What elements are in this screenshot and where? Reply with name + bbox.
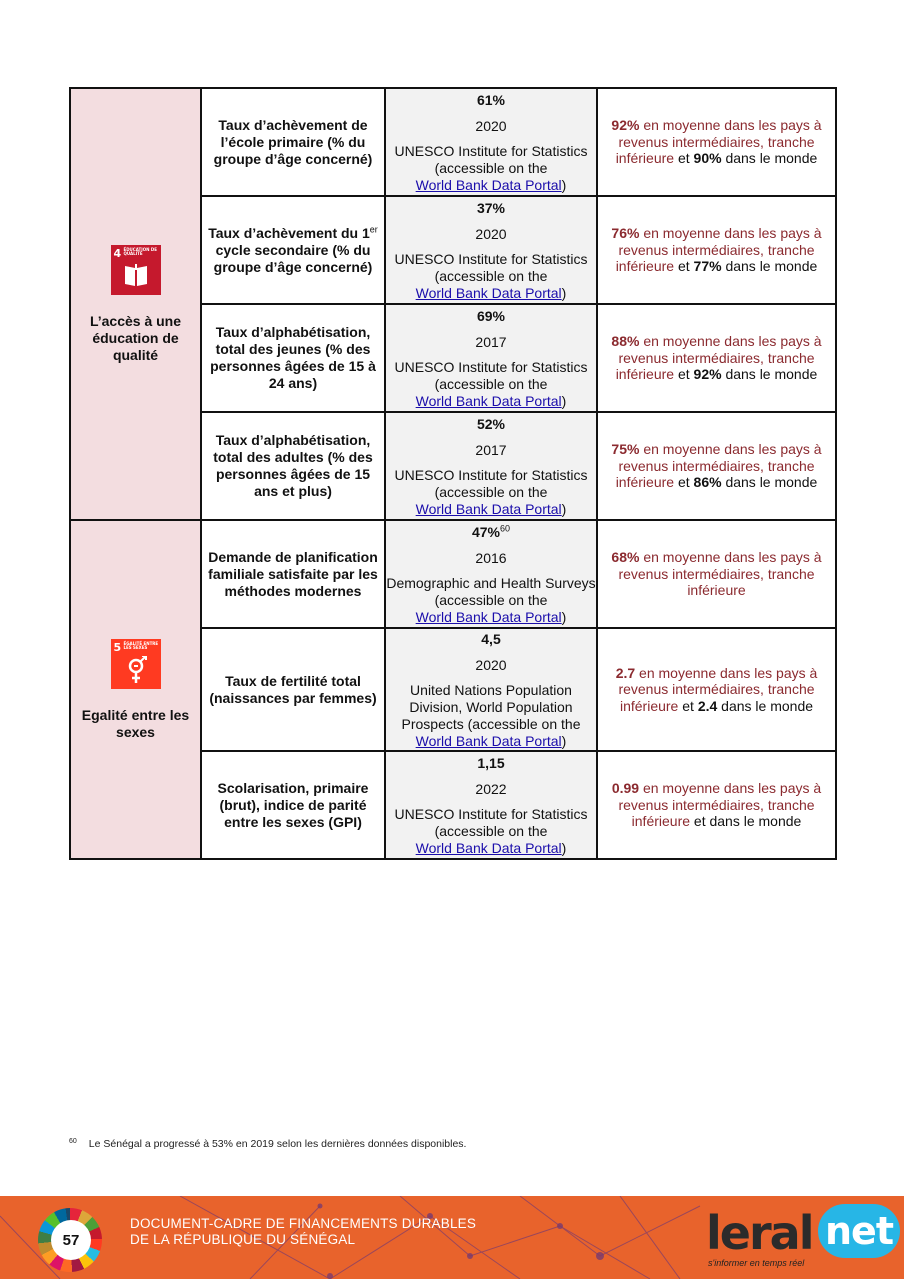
comparison-figure: 75%	[611, 441, 640, 458]
indicator-text: Taux d’alphabétisation, total des adultes (% des personnes âgées de 15 ans et plus)	[213, 432, 373, 499]
indicator-cell	[201, 196, 385, 304]
sdg-icon-label: ÉDUCATION DE QUALITÉ	[123, 246, 157, 256]
table-row	[70, 88, 836, 196]
comparison-text: en moyenne dans les pays à revenus intermédiaires, tranche inférieure	[618, 780, 822, 830]
indicator-text: Taux d’alphabétisation, total des jeunes (% des personnes âgées de 15 à 24 ans)	[210, 324, 376, 391]
page-footer	[0, 1196, 904, 1279]
sdg-4-quality-education-icon	[111, 245, 161, 295]
world-bank-data-portal-link[interactable]: World Bank Data Portal	[415, 733, 562, 749]
comparison-figure: 2.7	[615, 664, 636, 681]
indicator-value	[386, 308, 596, 325]
sdg-goal-cell	[70, 520, 201, 859]
value-source	[386, 143, 596, 194]
footer-title-line2: DE LA RÉPUBLIQUE DU SÉNÉGAL	[130, 1232, 356, 1247]
comparison-text: dans le monde	[721, 258, 818, 275]
value-cell	[385, 88, 597, 196]
world-bank-data-portal-link[interactable]: World Bank Data Portal	[415, 177, 562, 193]
comparison-figure: 76%	[611, 225, 640, 242]
comparison-cell	[597, 304, 836, 412]
comparison-figure: 92%	[611, 117, 640, 134]
value-number: 47%	[471, 524, 500, 540]
value-cell	[385, 196, 597, 304]
comparison-text: en moyenne dans les pays à revenus intermédiaires, tranche inférieure	[615, 225, 822, 275]
comparison-cell	[597, 520, 836, 628]
comparison-text: dans le monde	[721, 366, 818, 383]
comparison-text: et dans le monde	[690, 813, 802, 830]
source-close-paren: )	[561, 285, 567, 301]
sdg-5-gender-equality-icon	[111, 639, 161, 689]
sdg-icon-number: 5	[113, 640, 122, 654]
footnote-ref: 60	[500, 523, 511, 534]
source-close-paren: )	[561, 733, 567, 749]
comparison-text: en moyenne dans les pays à revenus intermédiaires, tranche inférieure	[618, 664, 818, 714]
comparison-text: et	[674, 150, 694, 167]
comparison-text: en moyenne dans les pays à revenus intermédiaires, tranche inférieure	[615, 333, 822, 383]
indicator-text-part: er	[369, 223, 378, 234]
comparison-cell	[597, 412, 836, 520]
value-year: 2017	[475, 334, 507, 350]
indicator-text: Scolarisation, primaire (brut), indice de parité entre les sexes (GPI)	[217, 779, 369, 830]
value-number: 61%	[476, 92, 506, 108]
value-number: 37%	[476, 200, 506, 216]
source-text: UNESCO Institute for Statistics (accessible on the	[394, 251, 588, 284]
comparison-text: en moyenne dans les pays à revenus intermédiaires, tranche inférieure	[615, 117, 822, 167]
value-cell	[385, 520, 597, 628]
comparison-text: et	[674, 474, 694, 491]
comparison-figure: 92%	[693, 366, 722, 383]
sdg-goal-title: Egalité entre les sexes	[81, 706, 190, 740]
source-close-paren: )	[561, 393, 567, 409]
value-source	[386, 575, 596, 626]
comparison-figure: 2.4	[697, 697, 718, 714]
value-source	[386, 806, 596, 857]
comparison-figure: 86%	[693, 474, 722, 491]
value-year: 2020	[475, 118, 507, 134]
indicator-cell	[201, 88, 385, 196]
logo-net-bubble: net	[818, 1204, 900, 1258]
world-bank-data-portal-link[interactable]: World Bank Data Portal	[415, 393, 562, 409]
indicator-cell	[201, 304, 385, 412]
comparison-text: en moyenne dans les pays à revenus intermédiaires, tranche inférieure	[615, 441, 822, 491]
logo-tagline: s'informer en temps réel	[708, 1258, 805, 1268]
value-year: 2016	[475, 550, 507, 566]
indicator-cell	[201, 751, 385, 859]
comparison-figure: 77%	[693, 258, 722, 275]
indicator-value	[386, 416, 596, 433]
comparison-text: et	[674, 258, 694, 275]
value-number: 4,5	[481, 631, 501, 647]
value-source	[386, 251, 596, 302]
indicator-text-part: Taux d’achèvement du 1	[208, 224, 370, 241]
value-cell	[385, 628, 597, 751]
source-close-paren: )	[561, 609, 567, 625]
footnote-number: 60	[69, 1137, 77, 1145]
source-text: UNESCO Institute for Statistics (accessible on the	[394, 359, 588, 392]
comparison-text: et	[674, 366, 694, 383]
value-year: 2017	[475, 442, 507, 458]
source-text: United Nations Population Division, World Population Prospects (accessible on the	[401, 682, 581, 732]
indicators-table	[69, 87, 837, 860]
sdg-goal-title: L’accès à une éducation de qualité	[89, 312, 182, 363]
table-row	[70, 520, 836, 628]
comparison-text: et	[678, 697, 698, 714]
indicator-cell	[201, 412, 385, 520]
value-year: 2020	[475, 657, 507, 673]
world-bank-data-portal-link[interactable]: World Bank Data Portal	[415, 840, 562, 856]
source-close-paren: )	[561, 501, 567, 517]
value-cell	[385, 412, 597, 520]
indicator-cell	[201, 628, 385, 751]
indicator-value	[386, 200, 596, 217]
sdg-goal-cell	[70, 88, 201, 520]
leral-net-logo	[700, 1202, 900, 1274]
page-number: 57	[51, 1220, 91, 1260]
value-cell	[385, 751, 597, 859]
value-source	[386, 682, 596, 750]
indicator-text-part: cycle secondaire (% du groupe d’âge concerné)	[213, 241, 373, 275]
footnote	[69, 1138, 466, 1150]
comparison-text: dans le monde	[721, 474, 818, 491]
value-number: 52%	[476, 416, 506, 432]
world-bank-data-portal-link[interactable]: World Bank Data Portal	[415, 609, 562, 625]
comparison-cell	[597, 196, 836, 304]
value-number: 69%	[476, 308, 506, 324]
comparison-text: en moyenne dans les pays à revenus intermédiaires, tranche inférieure	[618, 549, 822, 599]
indicator-text: Taux de fertilité total (naissances par femmes)	[209, 672, 377, 706]
source-close-paren: )	[561, 840, 567, 856]
comparison-figure: 0.99	[611, 780, 640, 797]
sdg-icon-number: 4	[113, 246, 122, 260]
comparison-text: dans le monde	[717, 697, 814, 714]
indicator-text: Taux d’achèvement de l’école primaire (% du groupe d’âge concerné)	[213, 116, 373, 167]
source-text: UNESCO Institute for Statistics (accessible on the	[394, 467, 588, 500]
indicator-value	[386, 755, 596, 772]
comparison-cell	[597, 751, 836, 859]
comparison-cell	[597, 88, 836, 196]
footer-title	[130, 1216, 476, 1248]
source-text: Demographic and Health Surveys (accessible on the	[386, 575, 596, 608]
value-source	[386, 359, 596, 410]
world-bank-data-portal-link[interactable]: World Bank Data Portal	[415, 501, 562, 517]
comparison-text: dans le monde	[721, 150, 818, 167]
value-year: 2022	[475, 781, 507, 797]
logo-leral-text: leral	[706, 1206, 813, 1260]
comparison-figure: 68%	[611, 549, 640, 566]
sdg-icon-label: ÉGALITÉ ENTRE LES SEXES	[123, 640, 159, 650]
source-text: UNESCO Institute for Statistics (accessible on the	[394, 143, 588, 176]
value-number: 1,15	[477, 755, 505, 771]
comparison-figure: 88%	[611, 333, 640, 350]
indicator-value	[386, 631, 596, 648]
source-text: UNESCO Institute for Statistics (accessible on the	[394, 806, 588, 839]
indicator-cell	[201, 520, 385, 628]
world-bank-data-portal-link[interactable]: World Bank Data Portal	[415, 285, 562, 301]
indicator-value	[386, 524, 596, 541]
footer-title-line1: DOCUMENT-CADRE DE FINANCEMENTS DURABLES	[130, 1216, 477, 1231]
source-close-paren: )	[561, 177, 567, 193]
value-source	[386, 467, 596, 518]
indicator-value	[386, 92, 596, 109]
comparison-cell	[597, 628, 836, 751]
value-cell	[385, 304, 597, 412]
footnote-text: Le Sénégal a progressé à 53% en 2019 selon les dernières données disponibles.	[88, 1138, 467, 1150]
indicator-text: Demande de planification familiale satisfaite par les méthodes modernes	[208, 548, 378, 599]
comparison-figure: 90%	[693, 150, 722, 167]
value-year: 2020	[475, 226, 507, 242]
